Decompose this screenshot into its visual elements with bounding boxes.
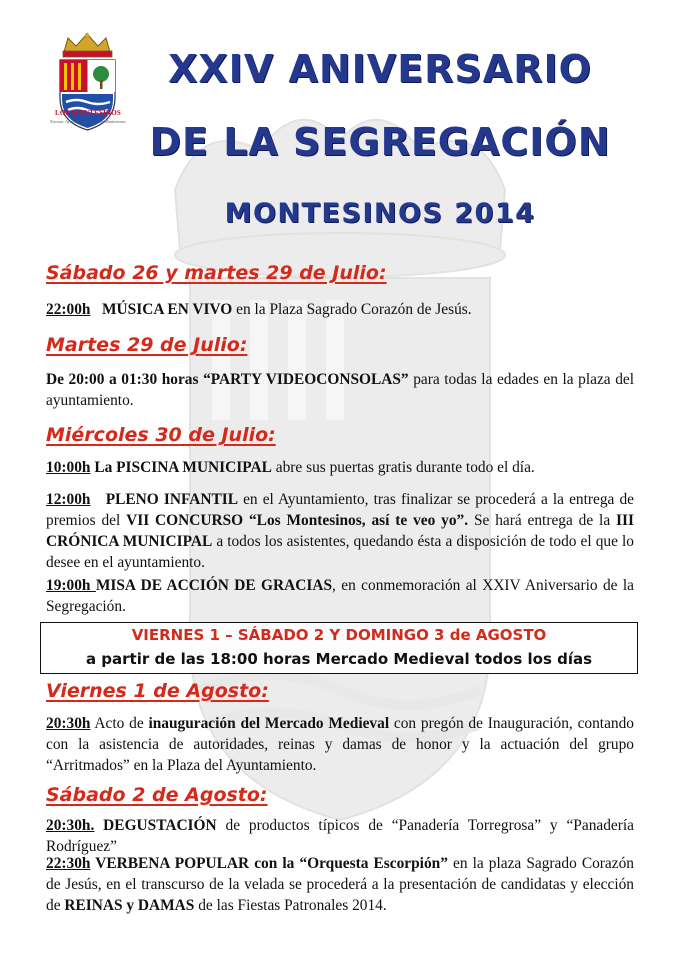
event-item	[46, 713, 634, 776]
event-text: en el Ayuntamiento, tras finalizar se procederá a la entrega de premios del	[46, 491, 634, 529]
event-bold: inauguración del Mercado Medieval	[148, 715, 390, 732]
event-item	[46, 853, 634, 916]
event-text: abre sus puertas gratis durante todo el día.	[271, 459, 535, 476]
event-item	[46, 369, 634, 411]
event-time: 19:00h	[46, 577, 96, 594]
banner-line-2: a partir de las 18:00 horas Mercado Medieval todos los días	[85, 650, 593, 668]
banner-line-1: VIERNES 1 – SÁBADO 2 Y DOMINGO 3 de AGOSTO	[131, 626, 547, 644]
event-text: a todos los asistentes, quedando ésta a disposición de todo el que lo desee en el ayuntamiento.	[46, 533, 634, 571]
event-text: de las Fiestas Patronales 2014.	[194, 897, 387, 914]
day-heading: Martes 29 de Julio:	[46, 334, 248, 356]
day-heading: Miércoles 30 de Julio:	[46, 424, 276, 446]
event-item	[46, 489, 634, 573]
day-heading: Sábado 26 y martes 29 de Julio:	[46, 262, 387, 284]
day-heading: Sábado 2 de Agosto:	[46, 784, 268, 806]
event-item	[46, 299, 634, 320]
event-text: con pregón de Inauguración, contando con la asistencia de autoridades, reinas y damas de honor y la actuación del grupo “Arritmados” en la Plaza del Ayuntamiento.	[46, 715, 634, 774]
event-time: 22:30h	[46, 855, 91, 872]
event-title: MÚSICA EN VIVO	[102, 301, 233, 318]
event-title: PLENO INFANTIL	[105, 491, 238, 508]
event-text: Se hará entrega de la	[468, 512, 617, 529]
event-item	[46, 457, 634, 478]
event-bold: III CRÓNICA MUNICIPAL	[46, 512, 634, 550]
event-title: VERBENA POPULAR con la “Orquesta Escorpión”	[90, 855, 448, 872]
event-item	[46, 815, 634, 857]
coat-of-arms-logo	[50, 30, 125, 142]
event-lead: De 20:00 a 01:30 horas	[46, 371, 204, 388]
event-time: 20:30h.	[46, 817, 95, 834]
agosto-banner	[40, 622, 638, 674]
event-text: de productos típicos de “Panadería Torregrosa” y “Panadería Rodríguez”	[46, 817, 634, 855]
event-time: 10:00h	[46, 459, 91, 476]
title-line-2: DE LA SEGREGACIÓN	[149, 120, 611, 164]
title-line-3: MONTESINOS 2014	[224, 198, 536, 229]
event-title: MISA DE ACCIÓN DE GRACIAS	[95, 577, 333, 594]
event-time: 22:00h	[46, 301, 91, 318]
event-text: para todas la edades en la plaza del ayuntamiento.	[46, 371, 634, 409]
event-bold: REINAS y DAMAS	[64, 897, 195, 914]
event-text: , en conmemoración al XXIV Aniversario de la Segregación.	[46, 577, 634, 615]
event-title: DEGUSTACIÓN	[94, 817, 217, 834]
event-item	[46, 575, 634, 617]
logo-subcaption: Excmo. Ayuntamiento de Los Montesinos	[50, 119, 126, 124]
event-title: La PISCINA MUNICIPAL	[94, 459, 272, 476]
event-text: en la plaza Sagrado Corazón de Jesús, en el transcurso de la velada se procederá a la presentación de candidatas y elección de	[46, 855, 634, 914]
logo-caption: LOS MONTESINOS	[54, 109, 121, 117]
event-time: 12:00h	[46, 491, 91, 508]
event-text: en la Plaza Sagrado Corazón de Jesús.	[232, 301, 472, 318]
event-text: Acto de	[90, 715, 149, 732]
event-title: “PARTY VIDEOCONSOLAS”	[203, 371, 409, 388]
event-time: 20:30h	[46, 715, 91, 732]
day-heading: Viernes 1 de Agosto:	[46, 680, 269, 702]
event-bold: VII CONCURSO “Los Montesinos, así te veo yo”.	[126, 512, 469, 529]
title-line-1: XXIV ANIVERSARIO	[168, 47, 592, 91]
